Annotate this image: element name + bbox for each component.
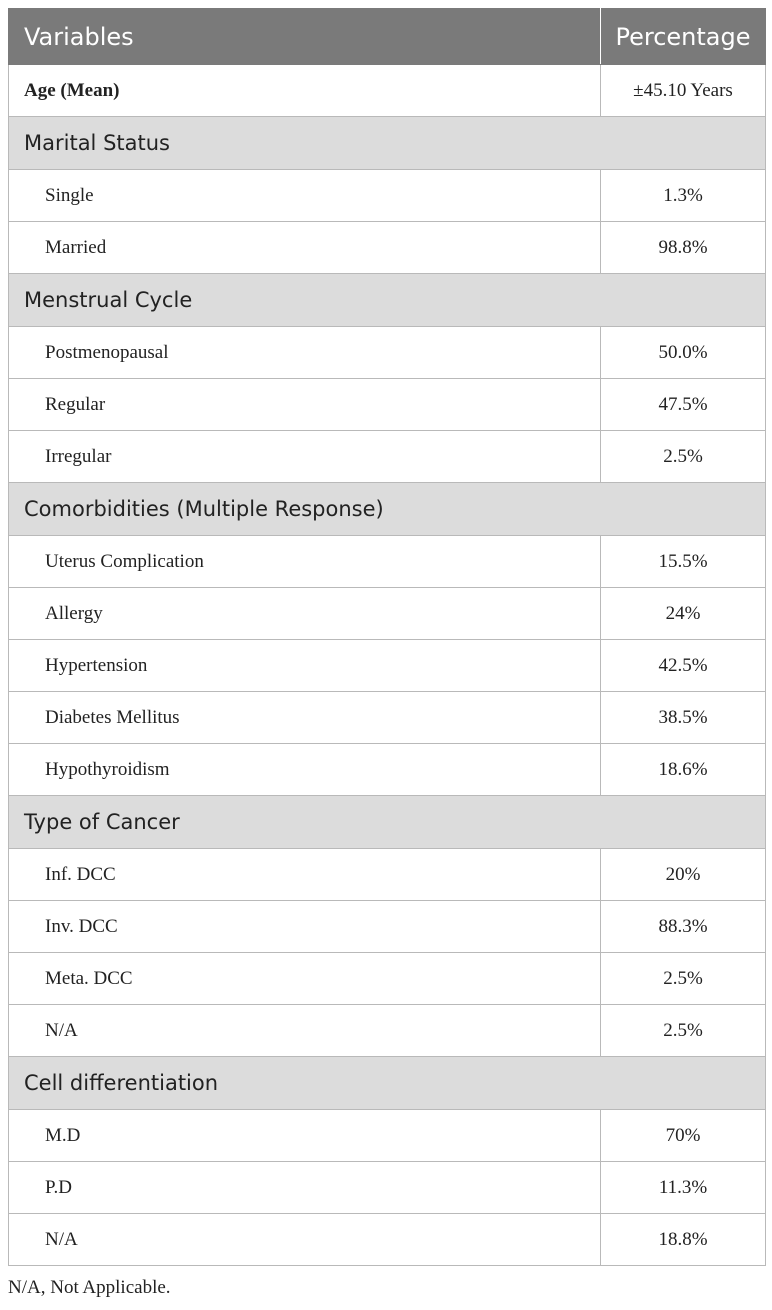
table-body <box>9 65 766 1266</box>
header-variables: Variables <box>9 9 601 65</box>
table-row <box>9 170 766 222</box>
age-value: ±45.10 Years <box>601 65 766 117</box>
table-row <box>9 379 766 431</box>
age-label: Age (Mean) <box>9 65 601 117</box>
row-label: Diabetes Mellitus <box>9 692 601 744</box>
section-title: Cell differentiation <box>9 1057 766 1110</box>
row-value: 18.6% <box>601 744 766 796</box>
table-row <box>9 953 766 1005</box>
row-value: 88.3% <box>601 901 766 953</box>
row-label: Irregular <box>9 431 601 483</box>
table-row <box>9 692 766 744</box>
section-row-comorbidities <box>9 483 766 536</box>
table-footnote: N/A, Not Applicable. <box>8 1277 171 1298</box>
section-title: Comorbidities (Multiple Response) <box>9 483 766 536</box>
table-row <box>9 640 766 692</box>
table-row <box>9 431 766 483</box>
section-row-type-of-cancer <box>9 796 766 849</box>
row-label: Inf. DCC <box>9 849 601 901</box>
row-value: 15.5% <box>601 536 766 588</box>
row-value: 38.5% <box>601 692 766 744</box>
section-title: Type of Cancer <box>9 796 766 849</box>
table-header <box>9 9 766 65</box>
row-label: Inv. DCC <box>9 901 601 953</box>
row-value: 50.0% <box>601 327 766 379</box>
row-value: 20% <box>601 849 766 901</box>
row-value: 42.5% <box>601 640 766 692</box>
row-label: Postmenopausal <box>9 327 601 379</box>
table-row <box>9 327 766 379</box>
row-label: Allergy <box>9 588 601 640</box>
table-row <box>9 588 766 640</box>
row-label: M.D <box>9 1110 601 1162</box>
section-title: Menstrual Cycle <box>9 274 766 327</box>
row-value: 2.5% <box>601 953 766 1005</box>
section-row-cell-differentiation <box>9 1057 766 1110</box>
row-value: 18.8% <box>601 1214 766 1266</box>
row-value: 47.5% <box>601 379 766 431</box>
row-label: N/A <box>9 1214 601 1266</box>
table-row <box>9 222 766 274</box>
row-value: 11.3% <box>601 1162 766 1214</box>
row-label: Married <box>9 222 601 274</box>
section-title: Marital Status <box>9 117 766 170</box>
table-row <box>9 1162 766 1214</box>
row-value: 2.5% <box>601 1005 766 1057</box>
table-row <box>9 1110 766 1162</box>
row-label: Hypertension <box>9 640 601 692</box>
header-row <box>9 9 766 65</box>
header-percentage: Percentage <box>601 9 766 65</box>
section-row-menstrual-cycle <box>9 274 766 327</box>
row-value: 2.5% <box>601 431 766 483</box>
row-value: 24% <box>601 588 766 640</box>
row-value: 98.8% <box>601 222 766 274</box>
table-row <box>9 1005 766 1057</box>
table-row-age <box>9 65 766 117</box>
row-label: Hypothyroidism <box>9 744 601 796</box>
table-row <box>9 536 766 588</box>
row-label: Uterus Complication <box>9 536 601 588</box>
row-label: N/A <box>9 1005 601 1057</box>
row-label: Single <box>9 170 601 222</box>
section-row-marital-status <box>9 117 766 170</box>
table-row <box>9 849 766 901</box>
row-label: P.D <box>9 1162 601 1214</box>
row-value: 1.3% <box>601 170 766 222</box>
demographics-table <box>8 8 766 1266</box>
row-label: Regular <box>9 379 601 431</box>
table-row <box>9 901 766 953</box>
row-label: Meta. DCC <box>9 953 601 1005</box>
row-value: 70% <box>601 1110 766 1162</box>
table-row <box>9 1214 766 1266</box>
table-row <box>9 744 766 796</box>
